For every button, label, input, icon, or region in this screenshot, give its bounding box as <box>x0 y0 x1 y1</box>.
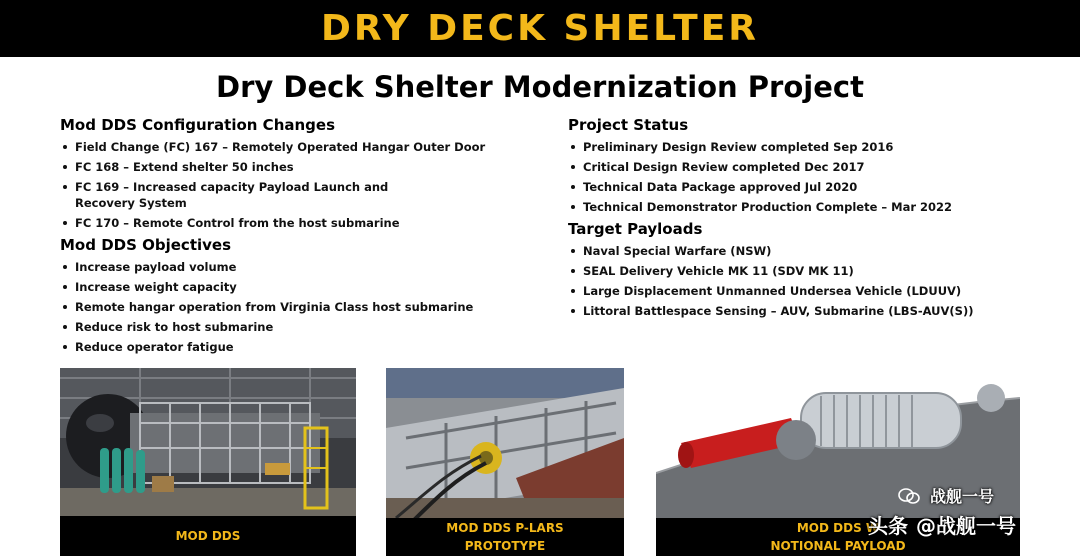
caption-line1: MOD DDS P-LARS <box>446 521 564 535</box>
list-item: FC 168 – Extend shelter 50 inches <box>60 159 540 175</box>
config-changes-heading: Mod DDS Configuration Changes <box>60 116 336 134</box>
caption-line1: MOD DDS W <box>796 521 880 535</box>
objectives-heading: Mod DDS Objectives <box>60 236 232 254</box>
config-changes-list <box>60 139 540 231</box>
banner-title: DRY DECK SHELTER <box>320 8 760 49</box>
list-item: SEAL Delivery Vehicle MK 11 (SDV MK 11) <box>568 263 1048 279</box>
project-status-heading: Project Status <box>568 116 689 134</box>
watermark-platform: 头条 <box>868 514 908 538</box>
watermark-logo <box>898 488 920 504</box>
caption-line2: NOTIONAL PAYLOAD <box>770 539 906 553</box>
caption-line2: PROTOTYPE <box>464 539 546 553</box>
list-item: Remote hangar operation from Virginia Class host submarine <box>60 299 540 315</box>
list-item: Naval Special Warfare (NSW) <box>568 243 1048 259</box>
project-status-list <box>568 139 1048 215</box>
list-item: Technical Data Package approved Jul 2020 <box>568 179 1048 195</box>
p-lars-photo-panel <box>386 368 624 556</box>
watermark-account: 战舰一号 <box>930 487 995 506</box>
list-item: Reduce risk to host submarine <box>60 319 540 335</box>
left-column <box>60 115 540 359</box>
list-item: FC 170 – Remote Control from the host submarine <box>60 215 540 231</box>
list-item-line1: FC 169 – Increased capacity Payload Launch and <box>75 180 389 194</box>
list-item: Littoral Battlespace Sensing – AUV, Submarine (LBS-AUV(S)) <box>568 303 1048 319</box>
target-payloads-heading: Target Payloads <box>568 220 703 238</box>
list-item: Increase payload volume <box>60 259 540 275</box>
target-payloads-list <box>568 243 1048 319</box>
objectives-list <box>60 259 540 355</box>
mod-dds-caption <box>60 516 356 556</box>
list-item: Large Displacement Unmanned Undersea Vehicle (LDUUV) <box>568 283 1048 299</box>
list-item-line2: Recovery System <box>75 196 187 210</box>
p-lars-caption <box>386 518 624 556</box>
list-item: Field Change (FC) 167 – Remotely Operated Hangar Outer Door <box>60 139 540 155</box>
caption-line1: MOD DDS <box>175 529 241 543</box>
header-banner <box>0 0 1080 57</box>
list-item: Reduce operator fatigue <box>60 339 540 355</box>
slide-title: Dry Deck Shelter Modernization Project <box>216 70 864 104</box>
list-item: Critical Design Review completed Dec 2017 <box>568 159 1048 175</box>
right-column <box>568 115 1048 323</box>
list-item: Increase weight capacity <box>60 279 540 295</box>
watermark-handle: @战舰一号 <box>916 514 1016 538</box>
list-item: Preliminary Design Review completed Sep 2016 <box>568 139 1048 155</box>
wechat-icon <box>898 488 920 504</box>
list-item: Technical Demonstrator Production Complete – Mar 2022 <box>568 199 1048 215</box>
mod-dds-photo-panel <box>60 368 356 556</box>
list-item <box>60 179 540 211</box>
